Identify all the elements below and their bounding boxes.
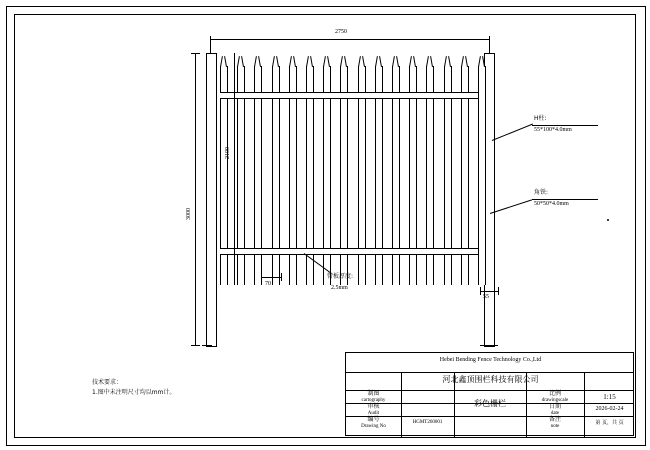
scale-value: 1:15 [603, 393, 616, 401]
dim-3000-tick-top [191, 53, 200, 54]
row-label-en-0: cartography [361, 398, 386, 403]
right-label-cn-2: 备注 [548, 416, 561, 423]
callout-thickness-label: 管板厚度: [327, 273, 354, 280]
row-label-en-1: Audit [367, 411, 380, 416]
callout-angle-label: 角铁: [534, 189, 549, 196]
picket [478, 66, 486, 285]
notes-line-1: 1.图中未注明尺寸均以mm计。 [92, 388, 176, 396]
dim-55-tick-right [498, 287, 499, 295]
row-label-cn-1: 审核 [367, 403, 380, 410]
dim-70-line [261, 277, 281, 278]
company-name-cn: 河北鑫顶围栏科技有限公司 [442, 375, 539, 384]
dim-top-width: 2750 [335, 29, 347, 35]
dim-picket-spacing: 70 [265, 281, 271, 287]
row-label-cn-2: 编号 [367, 416, 380, 423]
callout-thickness-spec: 2.5mm [331, 285, 348, 291]
dim-inner-height: 2100 [225, 147, 231, 159]
right-label-cn-1: 日期 [548, 403, 561, 410]
post-left [206, 53, 217, 347]
rail-bottom [220, 248, 478, 255]
technical-notes [92, 378, 175, 397]
product-name-cn: 彩色栅栏 [474, 399, 506, 408]
ext-line-left [210, 39, 211, 53]
row-label-cn-0: 制图 [367, 390, 380, 397]
date-value: 2026-02-24 [595, 406, 624, 412]
rail-top [220, 92, 478, 99]
page-value: 第 页，共 页 [595, 420, 624, 426]
picket-tip-right [327, 56, 330, 67]
dim-top-line [210, 39, 490, 40]
dim-3000-line [195, 53, 196, 345]
callout-angle-spec: 50*50*4.0mm [534, 201, 569, 207]
fence-elevation-drawing [20, 20, 572, 350]
dim-55-tick-left [480, 287, 481, 295]
dim-55-line [480, 291, 498, 292]
tb-rule-1 [346, 372, 633, 373]
dim-3000-tick-bottom [191, 345, 200, 346]
company-name-en: Hebei Bending Fence Technology Co.,Ltd [439, 357, 542, 363]
post-right-cap [484, 53, 495, 54]
picket-tip-right [241, 56, 244, 67]
dim-post-width: 55 [483, 294, 489, 300]
ext-line-right [489, 39, 490, 53]
callout-post-spec: 55*100*4.0mm [534, 127, 572, 133]
dim-70-tick-left [261, 273, 262, 281]
right-label-en-1: date [550, 411, 560, 416]
leader-angle-shelf [532, 199, 598, 200]
registration-dot [607, 219, 609, 221]
ground-right [480, 345, 498, 346]
drawing-no-value: HGMT260001 [412, 420, 443, 425]
post-left-cap [206, 53, 217, 54]
callout-post-label: H柱: [534, 115, 547, 122]
ground-left [202, 345, 212, 346]
dim-70-tick-right [281, 273, 282, 281]
leader-post-shelf [532, 125, 598, 126]
title-block [345, 352, 634, 436]
notes-heading: 技术要求： [92, 379, 123, 386]
right-label-en-0: drawingscale [541, 398, 569, 403]
row-label-en-2: Drawing No [361, 424, 386, 429]
dim-overall-height: 3000 [186, 208, 192, 220]
dim-2100-line [234, 53, 235, 285]
right-label-cn-0: 比例 [548, 390, 561, 397]
right-label-en-2: note [550, 424, 560, 429]
